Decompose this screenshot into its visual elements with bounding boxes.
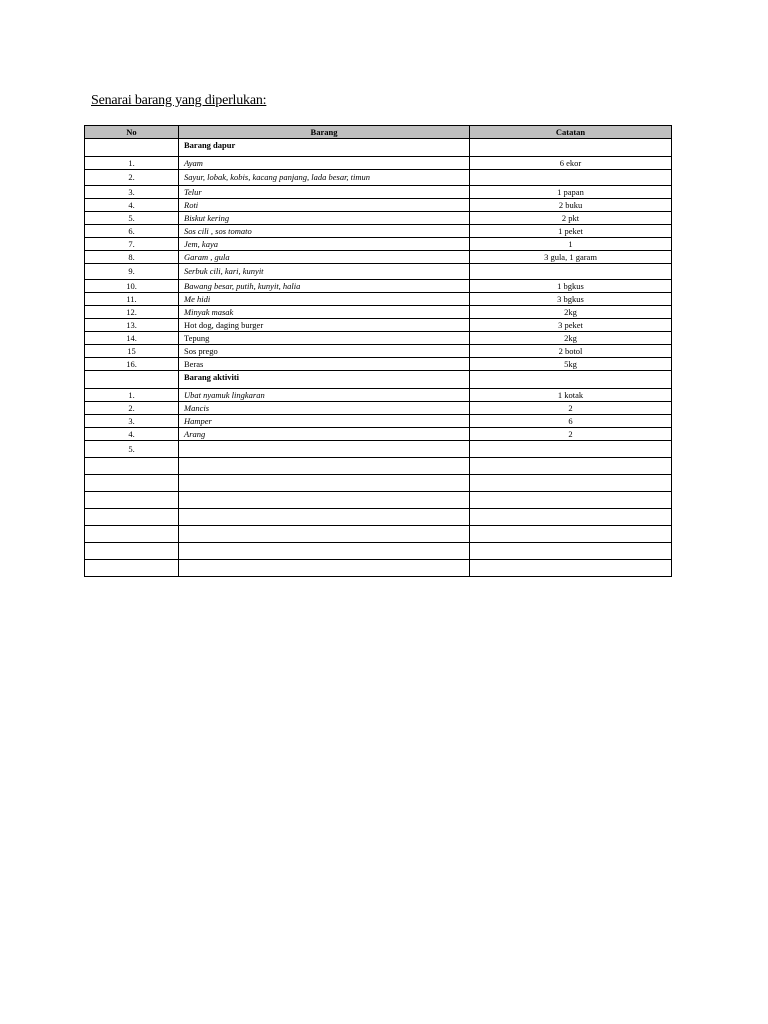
row-number: [85, 492, 179, 509]
row-note: 1 bgkus: [470, 280, 672, 293]
empty-row: [85, 441, 672, 458]
header-no: No: [85, 126, 179, 139]
row-number: 14.: [85, 332, 179, 345]
table-row: [85, 186, 672, 199]
table-row: [85, 345, 672, 358]
row-item: Biskut kering: [179, 212, 470, 225]
row-number: 5.: [85, 212, 179, 225]
row-note: 2 buku: [470, 199, 672, 212]
section-heading: Barang dapur: [179, 139, 470, 157]
row-number: 13.: [85, 319, 179, 332]
row-note: 3 peket: [470, 319, 672, 332]
row-item: Ubat nyamuk lingkaran: [179, 389, 470, 402]
row-number: [85, 560, 179, 577]
row-note: 6 ekor: [470, 157, 672, 170]
table-row: [85, 264, 672, 280]
row-note: [470, 475, 672, 492]
table-row: [85, 225, 672, 238]
row-note: 3 gula, 1 garam: [470, 251, 672, 264]
row-note: [470, 170, 672, 186]
header-note: Catatan: [470, 126, 672, 139]
row-item: [179, 492, 470, 509]
row-note: 2kg: [470, 306, 672, 319]
table-row: [85, 170, 672, 186]
row-note: 2kg: [470, 332, 672, 345]
row-number: 15: [85, 345, 179, 358]
section-no-cell: [85, 139, 179, 157]
page-title: Senarai barang yang diperlukan:: [91, 93, 267, 108]
row-note: 5kg: [470, 358, 672, 371]
row-item: Sayur, lobak, kobis, kacang panjang, lada besar, timun: [179, 170, 470, 186]
row-item: [179, 509, 470, 526]
row-note: 1 papan: [470, 186, 672, 199]
table-row: [85, 415, 672, 428]
row-item: Mancis: [179, 402, 470, 415]
table-row: [85, 280, 672, 293]
row-item: Sos cili , sos tomato: [179, 225, 470, 238]
row-item: Tepung: [179, 332, 470, 345]
row-item: Ayam: [179, 157, 470, 170]
table-row: [85, 306, 672, 319]
row-number: 4.: [85, 199, 179, 212]
table-header-row: [85, 126, 672, 139]
empty-row: [85, 475, 672, 492]
section-heading-row: [85, 139, 672, 157]
section-heading: Barang aktiviti: [179, 371, 470, 389]
row-number: 12.: [85, 306, 179, 319]
table-row: [85, 428, 672, 441]
row-note: [470, 560, 672, 577]
section-note-cell: [470, 371, 672, 389]
row-item: Sos prego: [179, 345, 470, 358]
row-number: 5.: [85, 441, 179, 458]
row-number: 1.: [85, 389, 179, 402]
empty-row: [85, 543, 672, 560]
row-note: [470, 509, 672, 526]
empty-row: [85, 458, 672, 475]
row-item: [179, 475, 470, 492]
row-note: 6: [470, 415, 672, 428]
row-item: Me hidi: [179, 293, 470, 306]
row-item: Jem, kaya: [179, 238, 470, 251]
empty-row: [85, 509, 672, 526]
row-number: 3.: [85, 415, 179, 428]
row-number: 7.: [85, 238, 179, 251]
row-note: 1 peket: [470, 225, 672, 238]
row-note: [470, 492, 672, 509]
row-note: [470, 458, 672, 475]
header-item: Barang: [179, 126, 470, 139]
row-number: [85, 526, 179, 543]
section-heading-row: [85, 371, 672, 389]
table-row: [85, 319, 672, 332]
table-row: [85, 293, 672, 306]
row-note: 2: [470, 428, 672, 441]
row-number: 10.: [85, 280, 179, 293]
row-note: 3 bgkus: [470, 293, 672, 306]
items-table: [84, 125, 672, 577]
row-item: Beras: [179, 358, 470, 371]
row-note: 1: [470, 238, 672, 251]
row-number: 2.: [85, 170, 179, 186]
row-number: [85, 458, 179, 475]
row-number: [85, 509, 179, 526]
row-note: 2: [470, 402, 672, 415]
row-item: [179, 526, 470, 543]
empty-row: [85, 526, 672, 543]
table-body: [85, 139, 672, 577]
row-item: [179, 560, 470, 577]
table-row: [85, 332, 672, 345]
row-number: [85, 475, 179, 492]
row-number: 9.: [85, 264, 179, 280]
table-row: [85, 212, 672, 225]
section-note-cell: [470, 139, 672, 157]
row-number: [85, 543, 179, 560]
row-note: [470, 441, 672, 458]
row-note: 1 kotak: [470, 389, 672, 402]
row-number: 2.: [85, 402, 179, 415]
row-item: Arang: [179, 428, 470, 441]
empty-row: [85, 492, 672, 509]
row-note: 2 botol: [470, 345, 672, 358]
row-item: Bawang besar, putih, kunyit, halia: [179, 280, 470, 293]
row-number: 8.: [85, 251, 179, 264]
row-item: Telur: [179, 186, 470, 199]
row-number: 1.: [85, 157, 179, 170]
row-number: 4.: [85, 428, 179, 441]
table-row: [85, 389, 672, 402]
row-item: Hot dog, daging burger: [179, 319, 470, 332]
table-row: [85, 199, 672, 212]
row-number: 3.: [85, 186, 179, 199]
row-item: [179, 543, 470, 560]
row-item: Minyak masak: [179, 306, 470, 319]
table-row: [85, 358, 672, 371]
row-number: 6.: [85, 225, 179, 238]
row-item: Hamper: [179, 415, 470, 428]
row-note: 2 pkt: [470, 212, 672, 225]
row-item: Serbuk cili, kari, kunyit: [179, 264, 470, 280]
table-row: [85, 402, 672, 415]
row-number: 11.: [85, 293, 179, 306]
row-note: [470, 526, 672, 543]
row-number: 16.: [85, 358, 179, 371]
row-note: [470, 543, 672, 560]
row-item: Garam , gula: [179, 251, 470, 264]
empty-row: [85, 560, 672, 577]
table-row: [85, 157, 672, 170]
table-row: [85, 251, 672, 264]
row-item: Roti: [179, 199, 470, 212]
table-row: [85, 238, 672, 251]
row-note: [470, 264, 672, 280]
section-no-cell: [85, 371, 179, 389]
row-item: [179, 458, 470, 475]
row-item: [179, 441, 470, 458]
